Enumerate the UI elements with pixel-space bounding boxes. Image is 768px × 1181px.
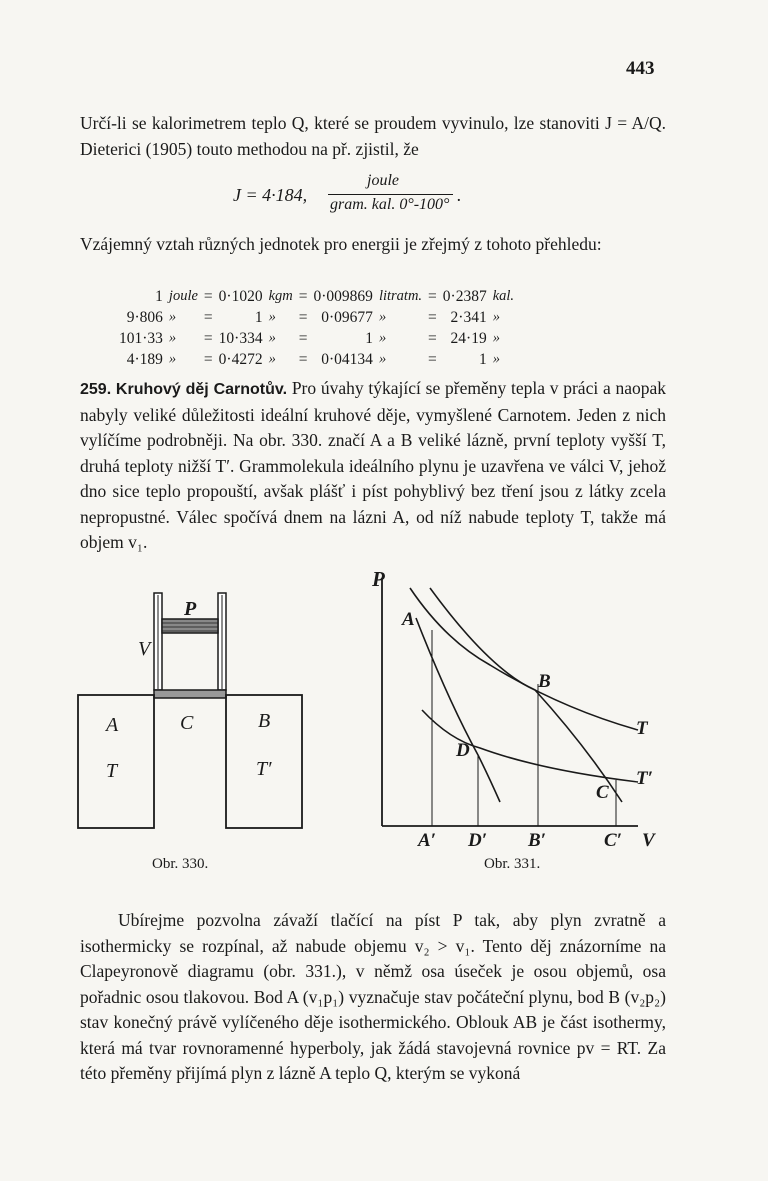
table-cell: 10·334: [218, 330, 263, 347]
table-row: [116, 286, 517, 307]
cylinder-bottom: [154, 690, 226, 698]
table-cell: 0·04134: [321, 351, 373, 368]
table-cell: =: [203, 330, 213, 347]
formula-numerator: joule: [367, 172, 399, 189]
label-middle: C: [180, 712, 194, 734]
table-row: [116, 349, 517, 370]
section-text: Pro úvahy týkající se přeměny tepla v práci a naopak nabyly veliké důležitosti ideální kruhové děje, vymyšlené Carnotem. Jeden z nich vylíčíme podrobněji. Na obr. 330. značí A a B veliké lázně, první teploty vyšší T, druhá teploty nižší T′. Grammolekula ideálního plynu je uzavřena ve válci V, jehož dno sice teplo propouští, avšak plášť i píst pohyblivý bez tření jsou z látky zcela nepropustné. Válec spočívá dnem na lázni A, od níž nabude teploty T, takže má objem v₁.: [80, 378, 667, 552]
energy-units-table: [116, 286, 517, 370]
label-piston: P: [184, 598, 197, 620]
section-259-paragraph: [80, 376, 666, 556]
label-point-c: C: [596, 782, 609, 803]
table-cell: joule: [168, 288, 198, 304]
table-cell: =: [203, 288, 213, 305]
table-cell: »: [268, 309, 276, 325]
table-cell: 0·2387: [442, 288, 487, 305]
table-cell: »: [492, 330, 500, 346]
label-bath-a-temp: T: [106, 760, 118, 782]
table-cell: 0·4272: [218, 351, 263, 368]
figure-330: [70, 585, 320, 830]
formula-denominator: gram. kal. 0°-100°: [330, 196, 450, 213]
table-cell: »: [168, 330, 177, 346]
table-cell: =: [298, 309, 308, 326]
table-cell: =: [298, 330, 308, 347]
table-cell: =: [298, 351, 308, 368]
figure-330-caption: Obr. 330.: [152, 856, 209, 872]
table-cell: =: [428, 309, 437, 326]
label-bath-b-temp: T′: [256, 758, 272, 780]
table-cell: =: [428, 330, 437, 347]
adiabat-bc: [430, 588, 622, 802]
table-cell: litratm.: [378, 288, 423, 304]
table-cell: »: [492, 309, 500, 325]
continuation-paragraph: Ubírejme pozvolna závaží tlačící na píst P tak, aby plyn zvratně a isothermicky se rozpínal, až nabude objemu v₂ > v₁. Tento děj znázorníme na Clapeyronově diagramu (obr. 331.), v němž osa úseček je osou objemů, osa pořadnic osou tlakovou. Bod A (v₁p₁) vyznačuje stav počáteční plynu, bod B (v₂p₂) stav konečný právě vylíčeného děje isothermického. Oblouk AB je část isothermy, která má tvar rovnoramenné hyperboly, jak žádá stavojevná rovnice pv = RT. Za této přeměny přijímá plyn z lázně A teplo Q, kterým se vykoná: [80, 910, 666, 1083]
isotherm-t-prime: [422, 710, 638, 782]
table-cell: kgm: [268, 288, 293, 304]
table-cell: =: [298, 288, 308, 305]
table-cell: 101·33: [119, 330, 163, 347]
table-cell: 1: [254, 309, 263, 326]
units-paragraph: Vzájemný vztah různých jednotek pro energii je zřejmý z tohoto přehledu:: [80, 234, 602, 254]
table-cell: »: [168, 309, 177, 325]
label-b-prime: B′: [528, 830, 547, 851]
table-row: [116, 307, 517, 328]
label-point-a: A: [402, 609, 415, 630]
section-number: 259.: [80, 381, 112, 398]
table-row: [116, 328, 517, 349]
label-cylinder: V: [138, 638, 151, 660]
label-axis-p: P: [372, 567, 385, 591]
table-cell: 4·189: [126, 351, 163, 368]
table-cell: 0·09677: [321, 309, 373, 326]
label-d-prime: D′: [468, 830, 488, 851]
formula-lhs: J = 4·184,: [233, 185, 308, 205]
page-number: 443: [626, 58, 655, 79]
label-bath-a: A: [106, 714, 119, 736]
table-cell: 1: [478, 351, 487, 368]
fraction-bar: [328, 194, 453, 195]
label-point-b: B: [538, 671, 551, 692]
table-cell: =: [203, 351, 213, 368]
table-cell: »: [492, 351, 500, 367]
table-cell: »: [268, 351, 276, 367]
isotherm-t: [410, 588, 638, 730]
table-cell: »: [168, 351, 177, 367]
table-cell: »: [378, 330, 387, 346]
table-cell: 0·009869: [313, 288, 373, 305]
table-cell: 2·341: [450, 309, 487, 326]
table-cell: 0·1020: [218, 288, 263, 305]
table-cell: 24·19: [450, 330, 487, 347]
figure-331: [370, 567, 665, 851]
figure-331-caption: Obr. 331.: [484, 856, 541, 872]
table-cell: 1: [155, 288, 163, 305]
label-c-prime: C′: [604, 830, 623, 851]
table-cell: =: [428, 288, 437, 305]
joule-formula: [233, 172, 473, 222]
table-cell: =: [428, 351, 437, 368]
label-isotherm-t: T: [636, 718, 648, 739]
table-cell: 9·806: [126, 309, 163, 326]
label-axis-v: V: [642, 830, 655, 851]
table-cell: »: [268, 330, 276, 346]
table-cell: »: [378, 351, 387, 367]
label-a-prime: A′: [418, 830, 437, 851]
label-bath-b: B: [258, 710, 271, 732]
table-cell: »: [378, 309, 387, 325]
table-cell: kal.: [492, 288, 515, 304]
table-cell: =: [203, 309, 213, 326]
adiabat-ad: [416, 618, 500, 802]
label-point-d: D: [456, 740, 470, 761]
intro-paragraph: Určí-li se kalorimetrem teplo Q, které se proudem vyvinulo, lze stanoviti J = A/Q. Dieterici (1905) touto methodou na př. zjistil, že: [80, 113, 666, 159]
formula-period: .: [457, 185, 462, 205]
section-title: Kruhový děj Carnotův.: [115, 381, 288, 398]
label-isotherm-t-prime: T′: [636, 768, 653, 789]
table-cell: 1: [365, 330, 373, 347]
